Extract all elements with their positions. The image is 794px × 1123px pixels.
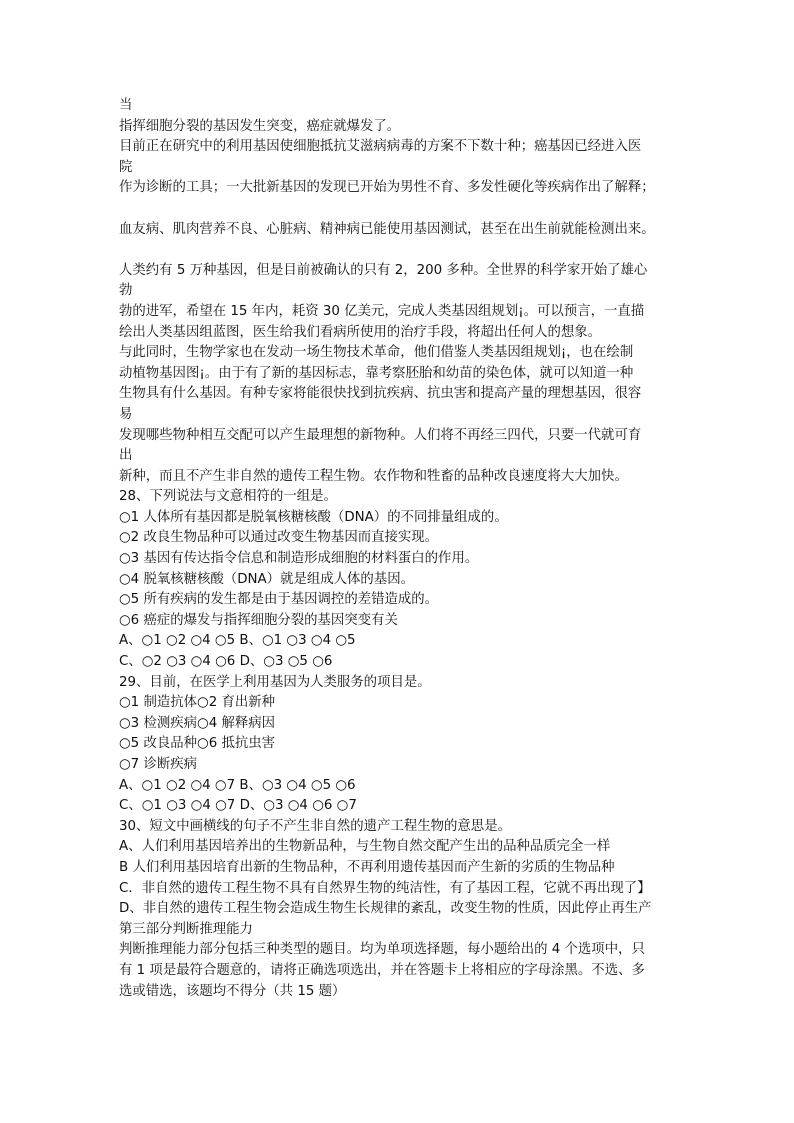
section-instructions: 判断推理能力部分包括三种类型的题目。均为单项选择题，每小题给出的 4 个选项中，只 (119, 942, 645, 958)
question-29-statement: ○3 检测疾病○4 解释病因 (119, 715, 276, 731)
question-29-statement: ○7 诊断疾病 (119, 757, 198, 772)
text-line: 勃的进军，希望在 15 年内，耗资 30 亿美元，完成人类基因组规划¡。可以预言，一直描 (119, 303, 645, 319)
question-28-options: C、○2 ○3 ○4 ○6 D、○3 ○5 ○6 (119, 654, 333, 670)
text-line: 人类约有 5 万种基因，但是目前被确认的只有 2，200 多种。全世界的科学家开始了雄心 (119, 262, 648, 278)
text-line: 易 (119, 406, 133, 422)
question-28-statement: ○3 基因有传达指令信息和制造形成细胞的材料蛋白的作用。 (119, 551, 479, 567)
text-line: 血友病、肌肉营养不良、心脏病、精神病已能使用基因测试，甚至在出生前就能检测出来。 (119, 221, 655, 237)
text-line: 目前正在研究中的利用基因使细胞抵抗艾滋病病毒的方案不下数十种；癌基因已经进入医 (119, 139, 642, 155)
question-30-option: B 人们利用基因培育出新的生物品种，不再利用遗传基因而产生新的劣质的生物品种 (119, 859, 615, 875)
blank-line (119, 240, 685, 261)
question-29-options: C、○1 ○3 ○4 ○7 D、○3 ○4 ○6 ○7 (119, 798, 357, 814)
question-28-statement: ○4 脱氧核糖核酸（DNA）就是组成人体的基因。 (119, 571, 414, 587)
section-instructions: 选或错选，该题均不得分（共 15 题） (119, 983, 346, 999)
text-line: 作为诊断的工具；一大批新基因的发现已开始为男性不育、多发性硬化等疾病作出了解释； (119, 180, 655, 196)
section-heading: 第三部分判断推理能力 (119, 921, 253, 937)
question-29-options: A、○1 ○2 ○4 ○7 B、○3 ○4 ○5 ○6 (119, 777, 356, 793)
question-30-stem: 30、短文中画横线的句子不产生非自然的遗产工程生物的意思是。 (119, 818, 511, 834)
question-28-statement: ○6 癌症的爆发与指挥细胞分裂的基因突变有关 (119, 612, 398, 628)
document-body (119, 96, 685, 1002)
question-28-options: A、○1 ○2 ○4 ○5 B、○1 ○3 ○4 ○5 (119, 633, 356, 649)
text-line: 出 (119, 448, 133, 464)
text-line: 动植物基因图¡。由于有了新的基因标志，靠考察胚胎和幼苗的染色体，就可以知道一种 (119, 365, 634, 381)
question-29-statement: ○1 制造抗体○2 育出新种 (119, 695, 276, 711)
text-line: 院 (119, 159, 133, 175)
text-line: 勃 (119, 283, 133, 299)
text-line: 指挥细胞分裂的基因发生突变，癌症就爆发了。 (119, 118, 401, 134)
question-29-statement: ○5 改良品种○6 抵抗虫害 (119, 736, 276, 752)
question-30-option: C．非自然的遗传工程生物不具有自然界生物的纯洁性，有了基因工程，它就不再出现了】 (119, 880, 651, 896)
section-instructions: 有 1 项是最符合题意的，请将正确选项选出，并在答题卡上将相应的字母涂黑。不选、多 (119, 962, 645, 978)
question-28-statement: ○1 人体所有基因都是脱氧核糖核酸（DNA）的不同排量组成的。 (119, 509, 508, 525)
text-line: 新种，而且不产生非自然的遗传工程生物。农作物和牲畜的品种改良速度将大大加快。 (119, 468, 628, 484)
text-line: 当 (119, 98, 133, 113)
question-28-statement: ○2 改良生物品种可以通过改变生物基因而直接实现。 (119, 530, 439, 546)
question-30-option: D、非自然的遗传工程生物会造成生物生长规律的紊乱，改变生物的性质，因此停止再生产 (119, 901, 652, 917)
question-29-stem: 29、目前，在医学上利用基因为人类服务的项目是。 (119, 674, 431, 690)
text-line: 绘出人类基因组蓝图，医生给我们看病所使用的治疗手段，将超出任何人的想象。 (119, 324, 602, 340)
question-28-statement: ○5 所有疾病的发生都是由于基因调控的差错造成的。 (119, 592, 439, 608)
text-line: 与此同时，生物学家也在发动一场生物技术革命，他们借鉴人类基因组规划¡，也在绘制 (119, 345, 634, 361)
question-28-stem: 28、下列说法与文意相符的一组是。 (119, 489, 337, 505)
text-line: 生物具有什么基因。有种专家将能很快找到抗疾病、抗虫害和提高产量的理想基因，很容 (119, 386, 642, 402)
text-line: 发现哪些物种相互交配可以产生最理想的新物种。人们将不再经三四代，只要一代就可育 (119, 427, 642, 443)
question-30-option: A、人们利用基因培养出的生物新品种，与生物自然交配产生出的品种品质完全一样 (119, 839, 611, 855)
blank-line (119, 199, 685, 220)
